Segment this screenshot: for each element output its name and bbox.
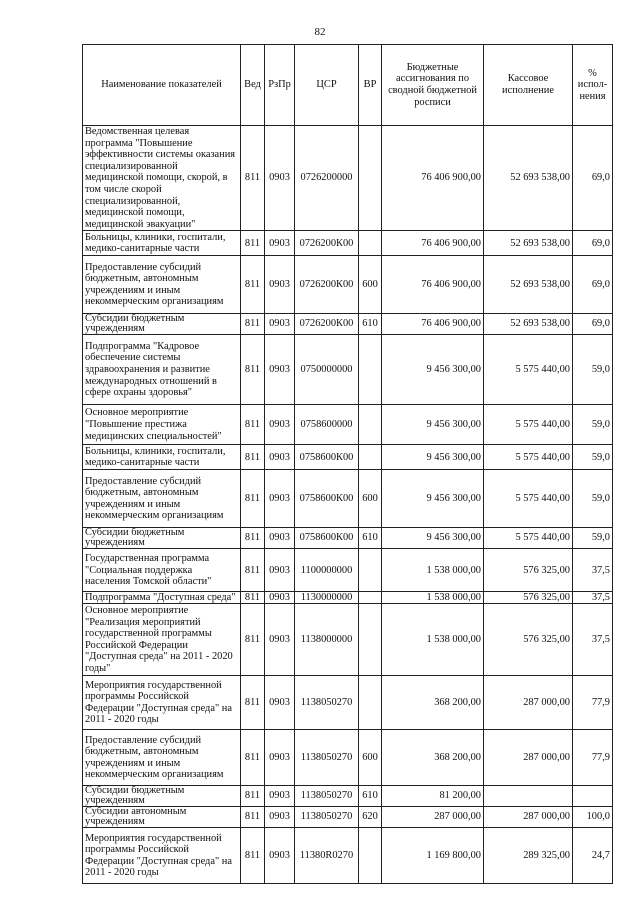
row-name: Предоставление субсидий бюджетным, автономным учреждениям и иным некоммерческим организациям bbox=[83, 256, 241, 314]
table-row bbox=[83, 314, 613, 335]
row-rzpr: 0903 bbox=[265, 470, 295, 528]
budget-table bbox=[82, 44, 613, 884]
row-assign: 9 456 300,00 bbox=[382, 335, 484, 405]
row-vr bbox=[359, 231, 382, 256]
row-pct: 24,7 bbox=[573, 828, 613, 884]
table-row bbox=[83, 592, 613, 604]
row-ved: 811 bbox=[241, 445, 265, 470]
header-ved: Вед bbox=[241, 45, 265, 126]
row-pct: 69,0 bbox=[573, 126, 613, 231]
row-rzpr: 0903 bbox=[265, 592, 295, 604]
row-csr: 0726200К00 bbox=[295, 231, 359, 256]
row-cash: 5 575 440,00 bbox=[484, 470, 573, 528]
row-assign: 9 456 300,00 bbox=[382, 470, 484, 528]
row-vr bbox=[359, 828, 382, 884]
row-name: Основное мероприятие "Повышение престижа медицинских специальностей" bbox=[83, 405, 241, 445]
row-assign: 368 200,00 bbox=[382, 730, 484, 786]
row-csr: 1138000000 bbox=[295, 604, 359, 676]
row-pct: 59,0 bbox=[573, 335, 613, 405]
row-pct: 59,0 bbox=[573, 470, 613, 528]
table-row bbox=[83, 676, 613, 730]
table-row bbox=[83, 730, 613, 786]
row-rzpr: 0903 bbox=[265, 528, 295, 549]
row-rzpr: 0903 bbox=[265, 786, 295, 807]
row-assign: 76 406 900,00 bbox=[382, 231, 484, 256]
row-csr: 1138050270 bbox=[295, 676, 359, 730]
table-row bbox=[83, 405, 613, 445]
row-vr bbox=[359, 549, 382, 592]
row-pct: 59,0 bbox=[573, 528, 613, 549]
header-assign: Бюджетные ассигнования по сводной бюджетной росписи bbox=[382, 45, 484, 126]
row-name: Субсидии автономным учреждениям bbox=[83, 807, 241, 828]
row-vr: 620 bbox=[359, 807, 382, 828]
row-vr bbox=[359, 335, 382, 405]
row-vr bbox=[359, 405, 382, 445]
header-vr: ВР bbox=[359, 45, 382, 126]
row-name: Больницы, клиники, госпитали, медико-санитарные части bbox=[83, 231, 241, 256]
row-rzpr: 0903 bbox=[265, 549, 295, 592]
row-ved: 811 bbox=[241, 256, 265, 314]
header-pct: % испол-нения bbox=[573, 45, 613, 126]
row-name: Государственная программа "Социальная поддержка населения Томской области" bbox=[83, 549, 241, 592]
row-pct bbox=[573, 786, 613, 807]
row-assign: 76 406 900,00 bbox=[382, 256, 484, 314]
row-vr: 600 bbox=[359, 730, 382, 786]
row-pct: 37,5 bbox=[573, 549, 613, 592]
row-vr: 600 bbox=[359, 256, 382, 314]
row-csr: 0758600000 bbox=[295, 405, 359, 445]
header-name: Наименование показателей bbox=[83, 45, 241, 126]
header-csr: ЦСР bbox=[295, 45, 359, 126]
header-row bbox=[83, 45, 613, 126]
row-name: Субсидии бюджетным учреждениям bbox=[83, 314, 241, 335]
row-ved: 811 bbox=[241, 676, 265, 730]
row-pct: 100,0 bbox=[573, 807, 613, 828]
row-ved: 811 bbox=[241, 786, 265, 807]
row-name: Предоставление субсидий бюджетным, автономным учреждениям и иным некоммерческим организациям bbox=[83, 730, 241, 786]
row-assign: 1 538 000,00 bbox=[382, 549, 484, 592]
row-rzpr: 0903 bbox=[265, 676, 295, 730]
row-csr: 1130000000 bbox=[295, 592, 359, 604]
row-pct: 69,0 bbox=[573, 231, 613, 256]
row-pct: 77,9 bbox=[573, 676, 613, 730]
row-cash: 576 325,00 bbox=[484, 604, 573, 676]
row-ved: 811 bbox=[241, 592, 265, 604]
row-name: Мероприятия государственной программы Российской Федерации "Доступная среда" на 2011 - 2020 годы bbox=[83, 676, 241, 730]
row-assign: 81 200,00 bbox=[382, 786, 484, 807]
row-csr: 0750000000 bbox=[295, 335, 359, 405]
row-cash bbox=[484, 786, 573, 807]
row-assign: 1 538 000,00 bbox=[382, 604, 484, 676]
row-assign: 76 406 900,00 bbox=[382, 314, 484, 335]
row-assign: 9 456 300,00 bbox=[382, 528, 484, 549]
row-name: Субсидии бюджетным учреждениям bbox=[83, 528, 241, 549]
row-assign: 368 200,00 bbox=[382, 676, 484, 730]
row-assign: 287 000,00 bbox=[382, 807, 484, 828]
row-csr: 1100000000 bbox=[295, 549, 359, 592]
row-vr: 610 bbox=[359, 314, 382, 335]
row-cash: 5 575 440,00 bbox=[484, 335, 573, 405]
row-csr: 0726200К00 bbox=[295, 314, 359, 335]
row-csr: 0726200000 bbox=[295, 126, 359, 231]
row-ved: 811 bbox=[241, 470, 265, 528]
row-cash: 576 325,00 bbox=[484, 549, 573, 592]
row-cash: 52 693 538,00 bbox=[484, 314, 573, 335]
row-rzpr: 0903 bbox=[265, 828, 295, 884]
row-ved: 811 bbox=[241, 528, 265, 549]
row-rzpr: 0903 bbox=[265, 807, 295, 828]
row-rzpr: 0903 bbox=[265, 314, 295, 335]
row-pct: 59,0 bbox=[573, 445, 613, 470]
row-assign: 1 538 000,00 bbox=[382, 592, 484, 604]
row-name: Ведомственная целевая программа "Повышение эффективности системы оказания специализированной медицинской помощи, скорой, в том числе скорой специализированной, медицинской помощи, медицинской эвакуации" bbox=[83, 126, 241, 231]
table-row bbox=[83, 828, 613, 884]
row-cash: 287 000,00 bbox=[484, 807, 573, 828]
row-ved: 811 bbox=[241, 335, 265, 405]
row-pct: 59,0 bbox=[573, 405, 613, 445]
table-row bbox=[83, 549, 613, 592]
row-vr bbox=[359, 126, 382, 231]
row-csr: 0758600К00 bbox=[295, 470, 359, 528]
row-vr bbox=[359, 676, 382, 730]
row-cash: 52 693 538,00 bbox=[484, 126, 573, 231]
row-name: Подпрограмма "Кадровое обеспечение системы здравоохранения и развитие международных отношений в сфере охраны здоровья" bbox=[83, 335, 241, 405]
row-ved: 811 bbox=[241, 314, 265, 335]
row-name: Предоставление субсидий бюджетным, автономным учреждениям и иным некоммерческим организациям bbox=[83, 470, 241, 528]
row-rzpr: 0903 bbox=[265, 604, 295, 676]
row-pct: 69,0 bbox=[573, 314, 613, 335]
table-row bbox=[83, 445, 613, 470]
row-pct: 69,0 bbox=[573, 256, 613, 314]
row-vr: 610 bbox=[359, 786, 382, 807]
table-row bbox=[83, 807, 613, 828]
row-assign: 1 169 800,00 bbox=[382, 828, 484, 884]
row-rzpr: 0903 bbox=[265, 335, 295, 405]
row-name: Субсидии бюджетным учреждениям bbox=[83, 786, 241, 807]
table-row bbox=[83, 335, 613, 405]
row-name: Больницы, клиники, госпитали, медико-санитарные части bbox=[83, 445, 241, 470]
row-cash: 287 000,00 bbox=[484, 676, 573, 730]
row-vr bbox=[359, 592, 382, 604]
row-cash: 287 000,00 bbox=[484, 730, 573, 786]
row-ved: 811 bbox=[241, 231, 265, 256]
row-csr: 0758600К00 bbox=[295, 445, 359, 470]
table-row bbox=[83, 126, 613, 231]
table-row bbox=[83, 604, 613, 676]
row-cash: 52 693 538,00 bbox=[484, 256, 573, 314]
row-csr: 1138050270 bbox=[295, 730, 359, 786]
row-csr: 11380R0270 bbox=[295, 828, 359, 884]
table-row bbox=[83, 528, 613, 549]
row-csr: 1138050270 bbox=[295, 786, 359, 807]
row-vr bbox=[359, 445, 382, 470]
row-name: Мероприятия государственной программы Российской Федерации "Доступная среда" на 2011 - 2020 годы bbox=[83, 828, 241, 884]
row-vr bbox=[359, 604, 382, 676]
table-row bbox=[83, 256, 613, 314]
row-ved: 811 bbox=[241, 549, 265, 592]
row-vr: 600 bbox=[359, 470, 382, 528]
row-name: Подпрограмма "Доступная среда" bbox=[83, 592, 241, 604]
row-ved: 811 bbox=[241, 828, 265, 884]
row-ved: 811 bbox=[241, 405, 265, 445]
row-name: Основное мероприятие "Реализация мероприятий государственной программы Российской Федерации "Доступная среда" на 2011 - 2020 годы" bbox=[83, 604, 241, 676]
table-row bbox=[83, 231, 613, 256]
row-cash: 576 325,00 bbox=[484, 592, 573, 604]
row-pct: 77,9 bbox=[573, 730, 613, 786]
row-csr: 0726200К00 bbox=[295, 256, 359, 314]
row-assign: 9 456 300,00 bbox=[382, 445, 484, 470]
row-cash: 289 325,00 bbox=[484, 828, 573, 884]
row-rzpr: 0903 bbox=[265, 231, 295, 256]
row-rzpr: 0903 bbox=[265, 126, 295, 231]
row-rzpr: 0903 bbox=[265, 256, 295, 314]
row-csr: 1138050270 bbox=[295, 807, 359, 828]
row-ved: 811 bbox=[241, 730, 265, 786]
row-pct: 37,5 bbox=[573, 592, 613, 604]
row-assign: 76 406 900,00 bbox=[382, 126, 484, 231]
table-row bbox=[83, 786, 613, 807]
row-cash: 52 693 538,00 bbox=[484, 231, 573, 256]
row-ved: 811 bbox=[241, 126, 265, 231]
row-csr: 0758600К00 bbox=[295, 528, 359, 549]
row-cash: 5 575 440,00 bbox=[484, 405, 573, 445]
table-row bbox=[83, 470, 613, 528]
row-cash: 5 575 440,00 bbox=[484, 528, 573, 549]
row-rzpr: 0903 bbox=[265, 405, 295, 445]
row-pct: 37,5 bbox=[573, 604, 613, 676]
row-vr: 610 bbox=[359, 528, 382, 549]
row-ved: 811 bbox=[241, 807, 265, 828]
row-rzpr: 0903 bbox=[265, 445, 295, 470]
header-rzpr: РзПр bbox=[265, 45, 295, 126]
row-assign: 9 456 300,00 bbox=[382, 405, 484, 445]
row-ved: 811 bbox=[241, 604, 265, 676]
page-number: 82 bbox=[314, 26, 326, 38]
row-rzpr: 0903 bbox=[265, 730, 295, 786]
header-cash: Кассовое исполнение bbox=[484, 45, 573, 126]
row-cash: 5 575 440,00 bbox=[484, 445, 573, 470]
